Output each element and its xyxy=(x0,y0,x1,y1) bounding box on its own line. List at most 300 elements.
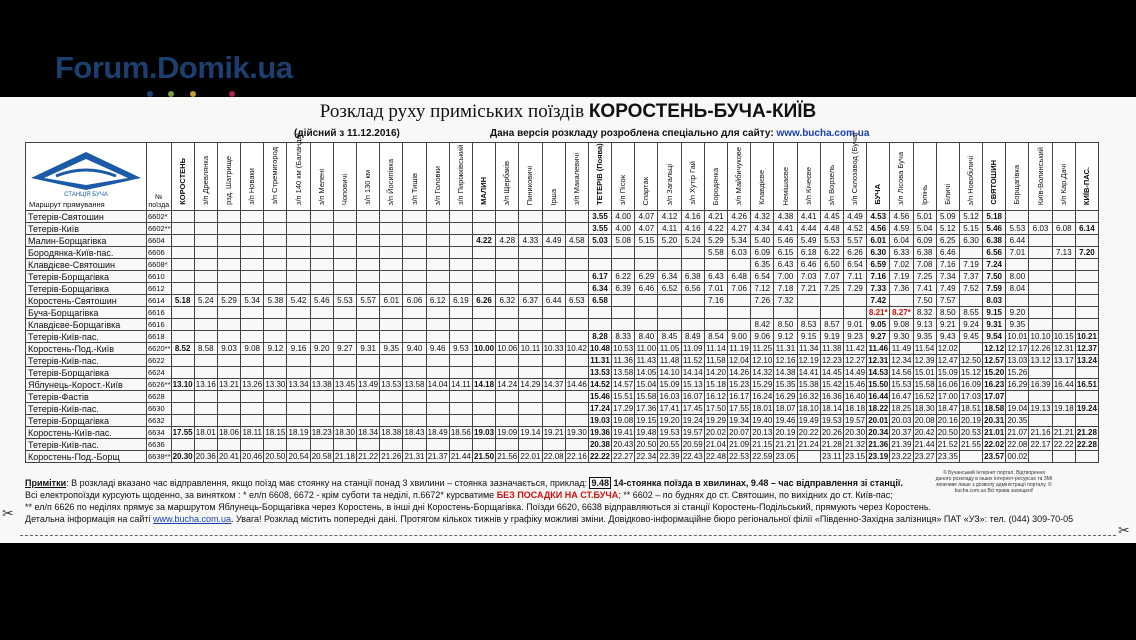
time-cell xyxy=(1052,415,1075,427)
time-cell xyxy=(310,211,333,223)
timetable-row xyxy=(26,427,1099,439)
time-cell xyxy=(380,235,403,247)
time-cell xyxy=(565,271,588,283)
station-header xyxy=(612,143,635,211)
station-header xyxy=(681,143,704,211)
time-cell: 4.21 xyxy=(704,211,727,223)
time-cell xyxy=(194,319,217,331)
time-cell: 4.27 xyxy=(728,223,751,235)
time-cell xyxy=(612,307,635,319)
time-cell xyxy=(519,391,542,403)
time-cell: 11.34 xyxy=(798,343,819,353)
time-cell xyxy=(194,271,217,283)
time-cell: 19.03 xyxy=(474,427,495,437)
train-number-header: № поїзда xyxy=(147,143,172,211)
time-cell: 13.38 xyxy=(311,379,332,389)
time-cell: 4.33 xyxy=(519,235,542,247)
time-cell xyxy=(1029,283,1052,295)
time-cell xyxy=(472,367,495,379)
time-cell: 20.13 xyxy=(752,427,773,437)
station-name: Борщагівка xyxy=(1012,165,1022,205)
station-name: Пиниковичі xyxy=(525,165,535,205)
time-cell: 20.58 xyxy=(311,451,332,461)
time-cell xyxy=(194,307,217,319)
time-cell: 19.15 xyxy=(636,415,657,425)
time-cell: 6.39 xyxy=(612,283,635,295)
station-name: з/п Кічеєве xyxy=(803,167,813,205)
time-cell xyxy=(1006,211,1029,223)
time-cell: 17.41 xyxy=(659,403,680,413)
time-cell: 6.58 xyxy=(588,295,611,307)
time-cell xyxy=(519,223,542,235)
time-cell: 12.16 xyxy=(775,355,796,365)
time-cell: 4.11 xyxy=(658,223,681,235)
time-cell xyxy=(333,331,356,343)
time-cell: 22.28 xyxy=(1076,439,1097,449)
time-cell: 16.40 xyxy=(845,391,866,401)
time-cell: 4.45 xyxy=(820,211,843,223)
time-cell xyxy=(565,223,588,235)
time-cell: 8.40 xyxy=(635,331,658,343)
time-cell: 7.01 xyxy=(704,283,727,295)
time-cell xyxy=(241,415,264,427)
time-cell xyxy=(357,415,380,427)
time-cell: 4.12 xyxy=(658,211,681,223)
time-cell: 22.43 xyxy=(682,451,703,461)
time-cell: 6.30 xyxy=(959,235,982,247)
time-cell: 11.36 xyxy=(613,355,633,365)
time-cell xyxy=(380,307,403,319)
time-cell: 18.22 xyxy=(868,403,889,413)
time-cell: 6.08 xyxy=(1052,223,1075,235)
time-cell xyxy=(217,211,240,223)
time-cell xyxy=(588,307,611,319)
time-cell xyxy=(426,439,449,451)
time-cell: 14.56 xyxy=(891,367,912,377)
station-name: Спартак xyxy=(641,176,651,205)
time-cell xyxy=(496,319,519,331)
station-name: з/п Головки xyxy=(432,165,442,205)
time-cell: 18.30 xyxy=(334,427,355,437)
time-cell: 21.26 xyxy=(381,451,402,461)
station-name: КОРОСТЕНЬ xyxy=(177,158,187,205)
station-header xyxy=(959,143,982,211)
time-cell xyxy=(171,247,194,259)
time-cell: 19.41 xyxy=(613,427,634,437)
time-cell: 5.09 xyxy=(936,211,959,223)
time-cell: 19.03 xyxy=(589,415,611,425)
time-cell xyxy=(380,271,403,283)
station-header xyxy=(588,143,611,211)
time-cell: 20.53 xyxy=(960,427,982,437)
time-cell: 7.41 xyxy=(913,283,936,295)
time-cell xyxy=(426,223,449,235)
time-cell: 6.01 xyxy=(380,295,403,307)
station-name: з/п 140 км (Баланда) xyxy=(293,132,303,205)
time-cell: 12.27 xyxy=(845,355,866,365)
time-cell xyxy=(449,259,472,271)
time-cell: 4.00 xyxy=(612,211,635,223)
time-cell: 16.32 xyxy=(798,391,819,401)
station-name: з/п Хутір Гай xyxy=(687,161,697,205)
time-cell: 19.20 xyxy=(659,415,680,425)
time-cell xyxy=(426,247,449,259)
time-cell xyxy=(287,211,310,223)
train-number-cell: 6634 xyxy=(147,427,172,439)
time-cell: 18.51 xyxy=(960,403,982,413)
time-cell: 15.09 xyxy=(659,379,680,389)
time-cell: 18.58 xyxy=(984,403,1005,413)
time-cell xyxy=(264,271,287,283)
time-cell xyxy=(217,355,240,367)
time-cell xyxy=(217,271,240,283)
time-cell xyxy=(403,307,426,319)
time-cell: 15.23 xyxy=(729,379,750,389)
time-cell xyxy=(472,259,495,271)
time-cell xyxy=(1029,307,1052,319)
time-cell xyxy=(472,415,495,427)
time-cell: 4.53 xyxy=(867,211,890,223)
time-cell xyxy=(542,403,565,415)
time-cell xyxy=(1075,415,1098,427)
time-cell xyxy=(1006,295,1029,307)
time-cell: 10.21 xyxy=(1076,331,1097,341)
time-cell: 6.46 xyxy=(635,283,658,295)
time-cell: 19.53 xyxy=(659,427,680,437)
time-cell xyxy=(287,283,310,295)
time-cell: 21.37 xyxy=(427,451,448,461)
time-cell xyxy=(310,259,333,271)
time-cell xyxy=(449,223,472,235)
station-header xyxy=(1006,143,1029,211)
time-cell xyxy=(472,283,495,295)
station-name: з/п Ворзель xyxy=(826,164,836,205)
time-cell: 8.45 xyxy=(658,331,681,343)
time-cell: 16.07 xyxy=(682,391,703,401)
time-cell: 21.04 xyxy=(705,439,726,449)
time-cell: 9.15 xyxy=(983,307,1006,319)
notes-line-1 xyxy=(25,477,1085,489)
station-name: БУЧА xyxy=(873,184,883,205)
time-cell xyxy=(635,259,658,271)
time-cell: 20.50 xyxy=(636,439,657,449)
time-cell: 23.11 xyxy=(822,451,842,461)
time-cell: 4.34 xyxy=(751,223,774,235)
time-cell xyxy=(565,355,588,367)
time-cell: 9.35 xyxy=(913,331,936,343)
station-header xyxy=(774,143,797,211)
time-cell xyxy=(797,307,820,319)
time-cell: 12.19 xyxy=(798,355,819,365)
station-header xyxy=(542,143,565,211)
time-cell: 7.25 xyxy=(820,283,843,295)
time-cell xyxy=(264,415,287,427)
time-cell: 21.32 xyxy=(845,439,866,449)
time-cell xyxy=(519,319,542,331)
time-cell xyxy=(1052,307,1075,319)
time-cell: 21.28 xyxy=(821,439,842,449)
time-cell: 13.17 xyxy=(1053,355,1074,365)
time-cell: 11.31 xyxy=(590,355,610,365)
time-cell xyxy=(357,247,380,259)
time-cell xyxy=(380,211,403,223)
time-cell xyxy=(1052,211,1075,223)
time-cell xyxy=(519,211,542,223)
time-cell xyxy=(217,367,240,379)
time-cell xyxy=(241,271,264,283)
time-cell: 19.53 xyxy=(821,415,842,425)
time-cell: 10.11 xyxy=(520,343,541,353)
time-cell: 7.42 xyxy=(867,295,890,307)
time-cell: 11.09 xyxy=(683,343,703,353)
time-cell xyxy=(380,259,403,271)
station-header xyxy=(843,132,866,211)
time-cell: 9.31 xyxy=(357,343,380,355)
time-cell: 13.10 xyxy=(172,379,193,389)
train-number-cell: 6612 xyxy=(147,283,172,295)
time-cell xyxy=(264,235,287,247)
time-cell: 8.50 xyxy=(936,307,959,319)
route-cell: Коростень-Под.-Борщ xyxy=(26,451,147,463)
time-cell xyxy=(1029,451,1052,463)
time-cell: 22.39 xyxy=(659,451,680,461)
time-cell xyxy=(380,319,403,331)
time-cell: 00.02 xyxy=(1007,451,1028,461)
route-cell: Бородянка-Київ-пас. xyxy=(26,247,147,259)
time-cell: 16.47 xyxy=(891,391,912,401)
site-credit-link[interactable]: www.bucha.com.ua xyxy=(776,128,870,139)
time-cell: 12.57 xyxy=(984,355,1005,365)
time-cell xyxy=(403,331,426,343)
time-cell: 4.49 xyxy=(843,211,866,223)
time-cell: 5.01 xyxy=(913,211,936,223)
time-cell xyxy=(1029,247,1052,259)
train-number-cell: 6618 xyxy=(147,331,172,343)
time-cell: 7.19 xyxy=(890,271,913,283)
time-cell: 20.19 xyxy=(960,415,982,425)
time-cell xyxy=(472,403,495,415)
time-cell: 12.50 xyxy=(960,355,982,365)
station-name: Київ-Волинський xyxy=(1035,146,1045,205)
time-cell xyxy=(403,439,426,451)
station-header xyxy=(820,143,843,211)
route-cell: Тетерів-Київ-пас. xyxy=(26,331,147,343)
time-cell xyxy=(310,439,333,451)
time-cell: 7.13 xyxy=(1052,247,1075,259)
time-cell: 6.53 xyxy=(565,295,588,307)
time-cell: 8.28 xyxy=(588,331,611,343)
train-number-cell: 6632 xyxy=(147,415,172,427)
time-cell: 16.39 xyxy=(1030,379,1051,389)
time-cell: 16.29 xyxy=(775,391,796,401)
time-cell: 14.38 xyxy=(775,367,796,377)
time-cell: 6.35 xyxy=(751,259,774,271)
time-cell xyxy=(310,235,333,247)
time-cell xyxy=(472,355,495,367)
time-cell: 8.27* xyxy=(890,307,913,319)
time-cell xyxy=(496,439,519,451)
time-cell xyxy=(171,367,194,379)
time-cell xyxy=(403,391,426,403)
time-cell: 6.34 xyxy=(588,283,611,295)
timetable-row xyxy=(26,355,1099,367)
time-cell xyxy=(496,271,519,283)
time-cell xyxy=(264,439,287,451)
time-cell xyxy=(380,403,403,415)
time-cell: 9.05 xyxy=(867,319,890,331)
train-number-cell: 6628 xyxy=(147,391,172,403)
time-cell xyxy=(959,247,982,259)
time-cell xyxy=(264,403,287,415)
time-cell xyxy=(426,211,449,223)
time-cell xyxy=(542,259,565,271)
time-cell: 20.08 xyxy=(914,415,935,425)
time-cell: 19.29 xyxy=(705,415,726,425)
time-cell: 19.13 xyxy=(1030,403,1051,413)
time-cell: 14.11 xyxy=(451,379,471,389)
time-cell: 20.35 xyxy=(1007,415,1028,425)
time-cell: 7.16 xyxy=(936,259,959,271)
time-cell: 7.49 xyxy=(936,283,959,295)
time-cell xyxy=(241,259,264,271)
time-cell: 16.44 xyxy=(868,391,889,401)
time-cell: 8.58 xyxy=(194,343,217,355)
route-cell: Тетерів-Фастів xyxy=(26,391,147,403)
time-cell: 5.53 xyxy=(1006,223,1029,235)
route-cell: Тетерів-Борщагівка xyxy=(26,271,147,283)
time-cell: 7.37 xyxy=(959,271,982,283)
time-cell: 12.23 xyxy=(821,355,842,365)
time-cell xyxy=(681,307,704,319)
time-cell: 16.44 xyxy=(1053,379,1074,389)
train-number-cell: 6622 xyxy=(147,355,172,367)
time-cell: 15.53 xyxy=(891,379,912,389)
time-cell: 7.57 xyxy=(936,295,959,307)
time-cell: 11.00 xyxy=(636,343,657,353)
time-cell xyxy=(403,367,426,379)
time-cell: 12.39 xyxy=(914,355,935,365)
time-cell: 21.18 xyxy=(334,451,355,461)
time-cell xyxy=(357,331,380,343)
time-cell: 19.49 xyxy=(798,415,819,425)
time-cell: 10.06 xyxy=(497,343,518,353)
time-cell: 6.46 xyxy=(936,247,959,259)
time-cell xyxy=(333,271,356,283)
time-cell: 9.35 xyxy=(380,343,403,355)
time-cell xyxy=(472,223,495,235)
time-cell xyxy=(681,319,704,331)
time-cell xyxy=(357,391,380,403)
time-cell: 18.30 xyxy=(914,403,935,413)
time-cell: 13.24 xyxy=(1076,355,1097,365)
time-cell xyxy=(658,247,681,259)
timetable-row xyxy=(26,271,1099,283)
time-cell xyxy=(426,391,449,403)
time-cell xyxy=(287,331,310,343)
time-cell: 4.28 xyxy=(496,235,519,247)
time-cell xyxy=(449,415,472,427)
station-header xyxy=(565,143,588,211)
time-cell: 5.24 xyxy=(681,235,704,247)
time-cell xyxy=(194,439,217,451)
time-cell: 8.32 xyxy=(913,307,936,319)
time-cell xyxy=(403,319,426,331)
time-cell xyxy=(217,403,240,415)
time-cell: 22.16 xyxy=(566,451,587,461)
station-name: Чоповичі xyxy=(339,173,349,205)
notes-link[interactable]: www.bucha.com.ua xyxy=(153,514,232,524)
time-cell xyxy=(542,283,565,295)
time-cell xyxy=(380,439,403,451)
time-cell xyxy=(1029,295,1052,307)
station-header xyxy=(310,143,333,211)
notes-line-2 xyxy=(25,489,1085,501)
time-cell xyxy=(774,307,797,319)
time-cell xyxy=(357,223,380,235)
time-cell xyxy=(333,415,356,427)
time-cell xyxy=(1052,271,1075,283)
train-number-cell: 6616 xyxy=(147,307,172,319)
time-cell: 11.19 xyxy=(729,343,749,353)
time-cell xyxy=(612,319,635,331)
time-cell xyxy=(496,403,519,415)
time-cell: 21.31 xyxy=(404,451,425,461)
time-cell xyxy=(728,319,751,331)
time-cell xyxy=(264,391,287,403)
time-cell: 6.18 xyxy=(797,247,820,259)
time-cell xyxy=(496,331,519,343)
time-cell: 11.38 xyxy=(822,343,842,353)
time-cell: 9.06 xyxy=(751,331,774,343)
time-cell: 20.16 xyxy=(937,415,958,425)
title-route: КОРОСТЕНЬ-БУЧА-КИЇВ xyxy=(588,101,817,122)
time-cell: 10.48 xyxy=(589,343,611,353)
time-cell xyxy=(357,235,380,247)
time-cell xyxy=(542,223,565,235)
time-cell: 9.08 xyxy=(890,319,913,331)
time-cell: 4.07 xyxy=(635,211,658,223)
time-cell: 17.36 xyxy=(636,403,657,413)
time-cell xyxy=(542,271,565,283)
time-cell xyxy=(333,259,356,271)
time-cell xyxy=(171,283,194,295)
time-cell xyxy=(241,391,264,403)
station-name: Ірпінь xyxy=(919,184,929,205)
notes-text: ; ** 6602 – по буднях до ст. Святошин, по вихідних до ст. Київ-пас; xyxy=(618,490,893,500)
time-cell xyxy=(519,259,542,271)
time-cell: 7.11 xyxy=(843,271,866,283)
time-cell: 23.27 xyxy=(914,451,935,461)
time-cell: 15.13 xyxy=(682,379,703,389)
time-cell: 20.31 xyxy=(984,415,1005,425)
time-cell xyxy=(264,319,287,331)
station-header xyxy=(983,143,1006,211)
station-name: Ірша xyxy=(548,188,558,205)
time-cell: 11.43 xyxy=(636,355,657,365)
time-cell xyxy=(1052,295,1075,307)
station-header xyxy=(913,143,936,211)
time-cell: 15.42 xyxy=(821,379,842,389)
time-cell: 22.08 xyxy=(1007,439,1028,449)
time-cell xyxy=(287,259,310,271)
time-cell: 7.02 xyxy=(890,259,913,271)
time-cell: 20.22 xyxy=(798,427,819,437)
time-cell: 15.46 xyxy=(589,391,611,401)
time-cell xyxy=(171,307,194,319)
time-cell xyxy=(449,367,472,379)
time-cell: 13.53 xyxy=(381,379,402,389)
route-cell: Тетерів-Київ-пас. xyxy=(26,439,147,451)
